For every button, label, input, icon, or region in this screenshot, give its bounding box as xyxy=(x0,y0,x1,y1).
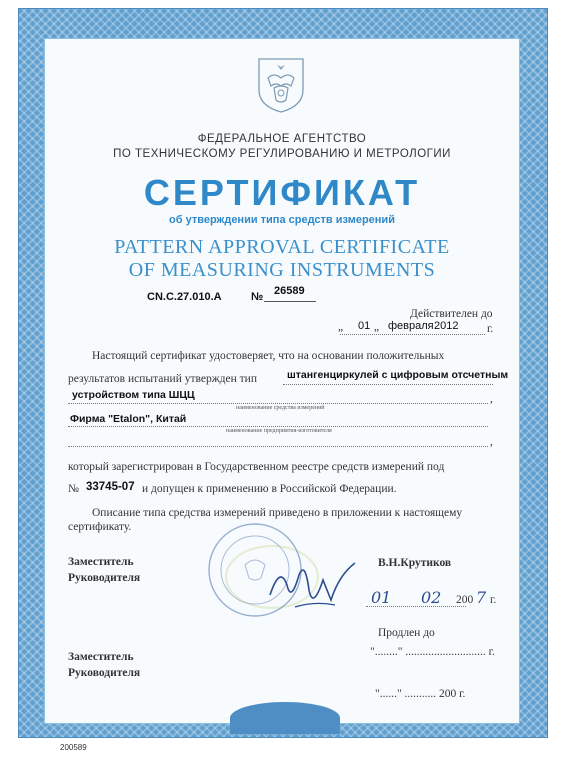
instrument-comma: , xyxy=(490,393,493,405)
valid-until-dots xyxy=(340,334,485,335)
manufacturer-dots xyxy=(68,426,488,427)
extra-comma: , xyxy=(490,436,493,448)
valid-day: 01 xyxy=(358,320,371,332)
certificate-subtitle: об утверждении типа средств измерений xyxy=(169,214,395,226)
manufacturer-name: Фирма "Etalon", Китай xyxy=(70,413,187,425)
certificate-title: СЕРТИФИКАТ xyxy=(143,172,421,213)
valid-quote-open: „ xyxy=(338,321,344,333)
reg-number-label: № xyxy=(68,483,79,495)
instrument-dots-2 xyxy=(68,403,488,404)
signer1-year-hand: 7 xyxy=(476,588,487,607)
number-label: № xyxy=(251,291,264,303)
valid-year: 2012 xyxy=(434,320,459,332)
signer2-date: "......" ........... 200 г. xyxy=(375,688,466,700)
signer1-date-month: 02 xyxy=(421,588,442,607)
agency-line-1: ФЕДЕРАЛЬНОЕ АГЕНТСТВО xyxy=(197,133,367,145)
bottom-ornament xyxy=(230,702,340,734)
signer1-title-line-2: Руководителя xyxy=(68,572,141,584)
signer1-year-suffix: г. xyxy=(490,594,497,606)
valid-year-suffix: г. xyxy=(487,323,494,335)
agency-line-2: ПО ТЕХНИЧЕСКОМУ РЕГУЛИРОВАНИЮ И МЕТРОЛОГИИ xyxy=(113,148,451,160)
valid-month: февраля xyxy=(388,320,434,332)
handwritten-signature xyxy=(265,555,360,615)
extended-date: "........" ............................ г. xyxy=(370,646,495,658)
intro-line-1: Настоящий сертификат удостоверяет, что на основании положительных xyxy=(92,350,445,362)
valid-quote-close: „ xyxy=(374,321,380,333)
registry-suffix: и допущен к применению в Российской Федерации. xyxy=(142,483,397,495)
extended-label: Продлен до xyxy=(378,627,435,639)
instrument-name-line-2: устройством типа ШЦЦ xyxy=(72,389,195,401)
number-underline xyxy=(264,301,316,302)
signer1-date-dots xyxy=(366,606,466,607)
coat-of-arms-icon xyxy=(256,56,306,114)
instrument-dots-1 xyxy=(283,384,493,385)
description-line-2: сертификату. xyxy=(68,521,132,533)
instrument-name-line-1: штангенциркулей с цифровым отсчетным xyxy=(287,369,509,381)
bottom-code: 200589 xyxy=(60,743,87,752)
description-line-1: Описание типа средства измерений приведено в приложении к настоящему xyxy=(92,507,463,519)
instrument-caption: наименование средства измерений xyxy=(236,405,325,411)
certificate-number: 26589 xyxy=(274,285,305,297)
signer2-title-line-2: Руководителя xyxy=(68,667,141,679)
registry-number: 33745-07 xyxy=(86,481,135,493)
signer1-year-prefix: 200 xyxy=(456,594,474,606)
signer1-date-day: 01 xyxy=(371,588,392,607)
extra-dots xyxy=(68,446,488,447)
intro-line-2: результатов испытаний утвержден тип xyxy=(68,373,257,385)
signer1-title-line-1: Заместитель xyxy=(68,556,134,568)
title-en-line-1: PATTERN APPROVAL CERTIFICATE xyxy=(114,236,450,258)
valid-until-label: Действителен до xyxy=(410,308,493,320)
certificate-code: CN.C.27.010.A xyxy=(147,291,222,303)
signer1-name: В.Н.Крутиков xyxy=(378,557,452,569)
signer2-title-line-1: Заместитель xyxy=(68,651,134,663)
title-en-line-2: OF MEASURING INSTRUMENTS xyxy=(128,259,436,281)
manufacturer-caption: наименование предприятия-изготовителя xyxy=(226,428,332,434)
registered-text: который зарегистрирован в Государственном реестре средств измерений под xyxy=(68,461,445,473)
